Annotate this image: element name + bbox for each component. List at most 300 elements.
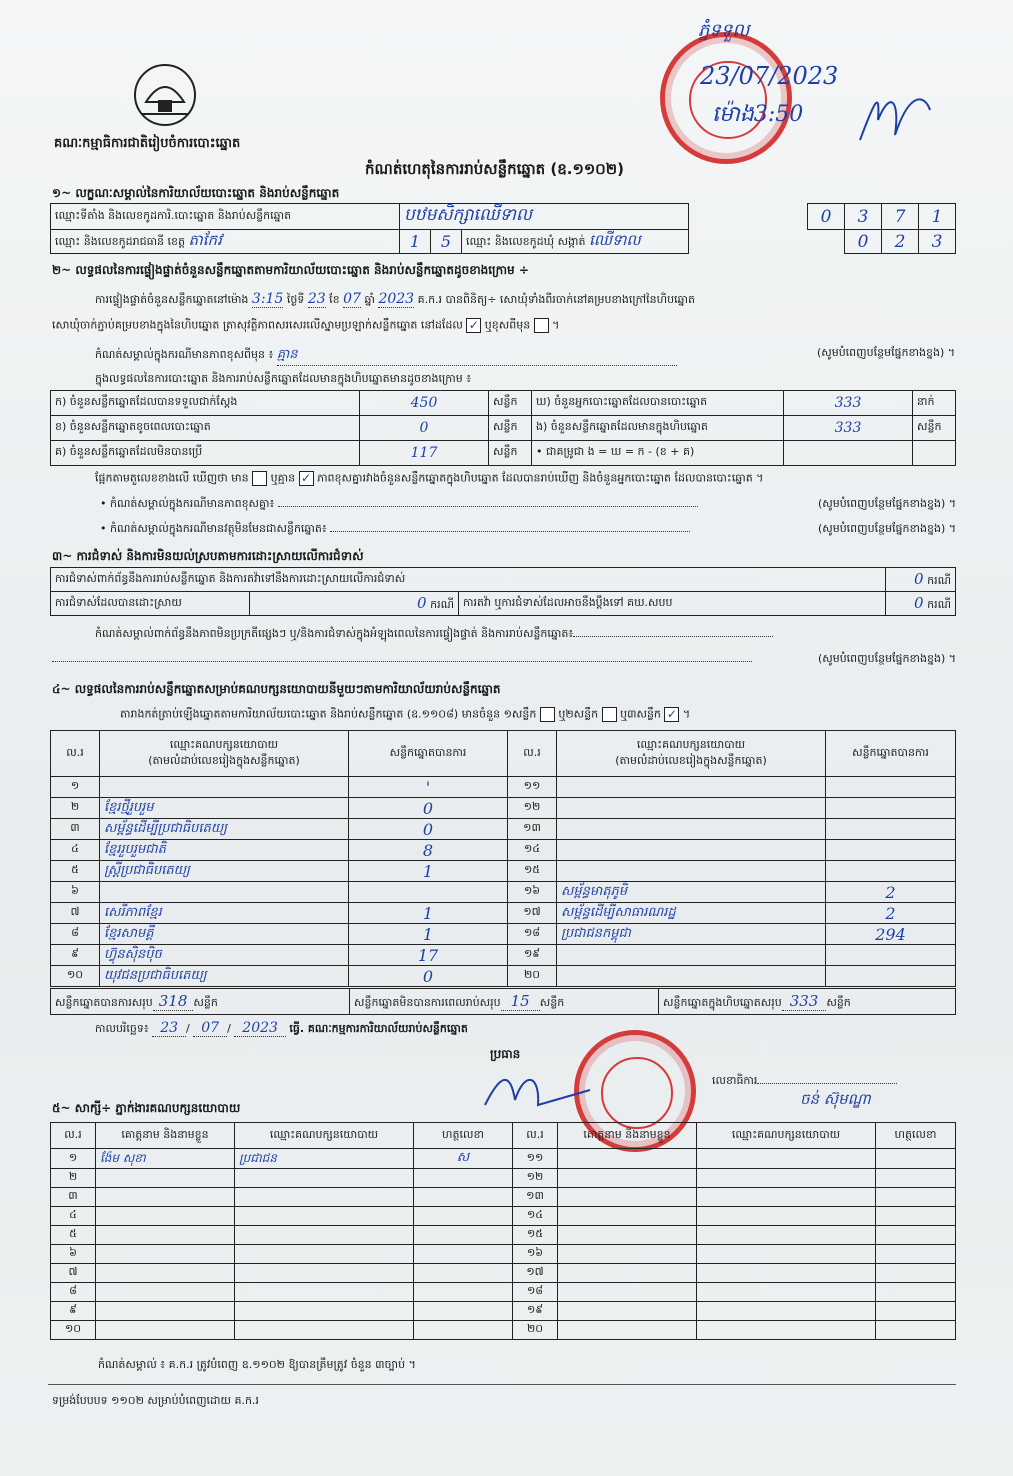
resolved-count: 0 [417, 593, 427, 612]
witness-no: ៤ [51, 1207, 96, 1226]
witness-signature [876, 1245, 956, 1264]
witness-no: ៨ [51, 1283, 96, 1302]
witness-party [697, 1283, 876, 1302]
diff-note-value: គ្មាន [277, 346, 677, 366]
fill-hint-3: (សូមបំពេញបន្ថែមផ្នែកខាងខ្នង) ។ [817, 522, 956, 535]
irregularity-note-label: កំណត់សម្គាល់ពាក់ព័ន្ធនឹងភាពមិនប្រក្រតីផ្សេងៗ ឬ/និងការជំទាស់ក្នុងអំឡុងពេលនៃការផ្ទៀងផ្ទាត់ និងការរាប់សន្លឹកឆ្នោត៖ [95, 627, 574, 640]
count-right-unit: សន្លឹក [913, 416, 956, 441]
party-votes [826, 777, 956, 798]
bullet1-field[interactable] [278, 506, 698, 507]
col-party-left-1: ឈ្មោះគណបក្សនយោបាយ [169, 737, 279, 751]
count-row [51, 441, 956, 466]
witness-name [96, 1226, 235, 1245]
totals-table [50, 988, 956, 1015]
count-left-label: ខ) ចំនួនសន្លឹកឆ្នោតខូចពេលបោះឆ្នោត [51, 416, 360, 441]
date-label: កាលបរិច្ឆេទ៖ [95, 1022, 149, 1035]
party-votes: 1 [349, 903, 508, 924]
count-right-value [784, 441, 913, 466]
count-left-unit: សន្លឹក [489, 441, 532, 466]
witness-no: ១៣ [513, 1188, 558, 1207]
appeal-unit: ករណី [927, 597, 951, 611]
witness-party [235, 1302, 414, 1321]
verify-text-a: ការផ្ទៀងផ្ទាត់ចំនួនសន្លឹកឆ្នោតនៅម៉ោង [95, 293, 249, 306]
province-value: តាកែវ [188, 230, 222, 249]
party-no: ១០ [51, 966, 100, 987]
received-time: ម៉ោង3:50 [712, 102, 804, 127]
witness-party [697, 1264, 876, 1283]
party-votes: 2 [826, 903, 956, 924]
chair-signature [480, 1065, 600, 1119]
witness-no: ២ [51, 1169, 96, 1188]
witness-row [51, 1226, 956, 1245]
col-no-left: ល.រ [51, 731, 100, 777]
witness-name [558, 1226, 697, 1245]
party-name: ប្រជាជនកម្ពុជា [557, 924, 826, 945]
witness-no: ១ [51, 1149, 96, 1169]
results-intro: ក្នុងលទ្ធផលនៃការបោះឆ្នោត និងការរាប់សន្លឹកឆ្នោតដែលមានក្នុងហិបឆ្នោតមានដូចខាងក្រោម ៖ [95, 372, 472, 385]
tally-b: ឬ២សន្លឹក [558, 707, 599, 721]
witness-name [558, 1188, 697, 1207]
witness-party [697, 1188, 876, 1207]
witness-no: ១៧ [513, 1264, 558, 1283]
party-no: ៩ [51, 945, 100, 966]
w-col-no-left: ល.រ [51, 1123, 96, 1149]
diff-check-line [95, 471, 763, 488]
party-row [51, 840, 956, 861]
bullet2-field[interactable] [330, 531, 690, 532]
count-right-label: ង) ចំនួនសន្លឹកឆ្នោតដែលមានក្នុងហិបឆ្នោត [532, 416, 784, 441]
count-left-value [360, 441, 489, 466]
witness-party [235, 1226, 414, 1245]
objection-label: ការជំទាស់ពាក់ព័ន្ធនឹងការរាប់សន្លឹកឆ្នោត និងការតវ៉ាទៅនឹងការដោះស្រាយលើការជំទាស់ [51, 568, 886, 592]
party-name: សម្ព័ន្ធមាតុភូមិ [557, 882, 826, 903]
party-no: ២ [51, 798, 100, 819]
party-votes: 1 [349, 924, 508, 945]
objection-table [50, 567, 956, 616]
witness-signature [876, 1264, 956, 1283]
verify-text-c: ខែ [329, 293, 340, 306]
witness-row [51, 1302, 956, 1321]
w-col-name-left: គោត្តនាម និងនាមខ្លួន [96, 1123, 235, 1149]
witness-party [697, 1169, 876, 1188]
witness-signature [414, 1264, 513, 1283]
three-sheet-checkbox[interactable]: ✓ [664, 707, 679, 722]
witness-name [96, 1245, 235, 1264]
witness-no: ១៩ [513, 1302, 558, 1321]
count-right-number: 333 [834, 395, 862, 411]
received-mark: ភ្នំទទួល [698, 20, 750, 41]
witness-party [235, 1207, 414, 1226]
witness-signature [414, 1188, 513, 1207]
party-no: ១ [51, 777, 100, 798]
committee-name: គណៈកម្មាធិការជាតិរៀបចំការបោះឆ្នោត [54, 136, 241, 151]
witness-row [51, 1149, 956, 1169]
appeal-count: 0 [914, 593, 924, 612]
section1-title: ១~ លក្ខណៈសម្គាល់នៃការិយាល័យបោះឆ្នោត និងរាប់សន្លឹកឆ្នោត [52, 186, 340, 200]
bullet-line-1 [100, 497, 956, 513]
location-code-3: 7 [882, 204, 919, 230]
no-diff-checkbox[interactable]: ✓ [299, 471, 314, 486]
w-col-no-right: ល.រ [513, 1123, 558, 1149]
party-row [51, 861, 956, 882]
witness-party [697, 1226, 876, 1245]
province-code-1: 1 [400, 230, 431, 254]
party-name: ហ៊្វុនស៊ិនប៉ិច [100, 945, 349, 966]
total-valid-label: សន្លឹកឆ្នោតបានការសរុប [55, 995, 153, 1009]
witness-no: ១៦ [513, 1245, 558, 1264]
col-no-right: ល.រ [508, 731, 557, 777]
witness-name [558, 1149, 697, 1169]
party-votes [826, 819, 956, 840]
witness-row [51, 1264, 956, 1283]
diff-check-b: ឬគ្មាន [270, 471, 296, 485]
count-right-label: • ជាគម្រូជា ង = ឃ = ក - (ខ + គ) [532, 441, 784, 466]
commune-code-2: 2 [882, 230, 919, 254]
official-stamp [660, 32, 792, 164]
party-name [557, 861, 826, 882]
witness-party [697, 1321, 876, 1340]
party-name: យុវជនប្រជាធិបតេយ្យ [100, 966, 349, 987]
count-left-unit: សន្លឹក [489, 416, 532, 441]
different-label: ឬខុសពីមុន [484, 318, 531, 332]
party-name [557, 966, 826, 987]
count-right-unit [913, 441, 956, 466]
witness-party [697, 1207, 876, 1226]
witness-name [558, 1302, 697, 1321]
party-no: ១១ [508, 777, 557, 798]
witness-party [235, 1283, 414, 1302]
party-votes: 0 [349, 966, 508, 987]
footer-note: កំណត់សម្គាល់ ៖ គ.ក.រ ត្រូវបំពេញ ឧ.១១០២ ឱ្យបានត្រឹមត្រូវ ចំនួន ៣ច្បាប់ ។ [98, 1358, 416, 1371]
province-label: ឈ្មោះ និងលេខកូដរាជធានី ខេត្ត [55, 234, 185, 248]
verify-time: 3:15 [251, 291, 284, 307]
w-col-party-right: ឈ្មោះគណបក្សនយោបាយ [697, 1123, 876, 1149]
party-votes: ' [349, 777, 508, 798]
party-votes [826, 861, 956, 882]
verify-year: 2023 [378, 291, 415, 307]
section1-table [50, 203, 956, 254]
fill-hint-2: (សូមបំពេញបន្ថែមផ្នែកខាងខ្នង) ។ [817, 497, 956, 510]
party-row [51, 924, 956, 945]
witness-name [558, 1169, 697, 1188]
diff-note-label: កំណត់សម្គាល់ក្នុងករណីមានភាពខុសពីមុន ៖ [95, 348, 274, 361]
secretary-label [712, 1074, 897, 1090]
party-votes [826, 966, 956, 987]
w-col-sign-left: ហត្ថលេខា [414, 1123, 513, 1149]
commune-code-3: 3 [919, 230, 956, 254]
section4-title: ៤~ លទ្ធផលនៃការរាប់សន្លឹកឆ្នោតសម្រាប់គណបក្សនយោបាយនីមួយៗតាមការិយាល័យរាប់សន្លឹកឆ្នោត [52, 682, 501, 696]
province-code-2: 5 [431, 230, 462, 254]
chair-label: ប្រធាន [490, 1047, 521, 1061]
tally-sheet-line: តារាងកត់ត្រាប់ឡើងឆ្នោតតាមការិយាល័យបោះឆ្នោត និងរាប់សន្លឹកឆ្នោត (ឧ.១១០៨) មានចំនួន ១សន្លឹក ឬ២សន្លឹក ឬ៣សន្លឹក ✓ ។ [120, 707, 691, 721]
bullet-line-2 [100, 522, 956, 538]
party-name [557, 798, 826, 819]
party-votes [349, 882, 508, 903]
witness-row [51, 1245, 956, 1264]
witness-signature [876, 1302, 956, 1321]
has-diff-checkbox[interactable] [252, 471, 267, 486]
footer-form: ទម្រង់បែបបទ ១១០២ សម្រាប់បំពេញដោយ គ.ក.រ [52, 1394, 259, 1407]
party-no: ១៦ [508, 882, 557, 903]
irregularity-note [95, 627, 955, 643]
committee-sign-text: ធ្វើ. គណៈកម្មការការិយាល័យរាប់សន្លឹកឆ្នោត [289, 1022, 468, 1035]
party-name: សម្ព័ន្ធដើម្បីសាធារណរដ្ឋ [557, 903, 826, 924]
witness-name [96, 1264, 235, 1283]
witness-party [235, 1264, 414, 1283]
witness-no: ១១ [513, 1149, 558, 1169]
count-row [51, 391, 956, 416]
party-row [51, 777, 956, 798]
col-party-right-1: ឈ្មោះគណបក្សនយោបាយ [636, 737, 746, 751]
verify-day: 23 [307, 291, 326, 307]
witness-name [96, 1283, 235, 1302]
party-no: ១៣ [508, 819, 557, 840]
tally-a: តារាងកត់ត្រាប់ឡើងឆ្នោតតាមការិយាល័យបោះឆ្នោត និងរាប់សន្លឹកឆ្នោត (ឧ.១១០៨) មានចំនួន ១សន្លឹក [120, 707, 537, 721]
witness-signature [414, 1245, 513, 1264]
irregularity-line-2 [52, 652, 956, 668]
witness-name [96, 1207, 235, 1226]
commune-code-1: 0 [845, 230, 882, 254]
witness-no: ៦ [51, 1245, 96, 1264]
resolved-unit: ករណី [430, 597, 454, 611]
party-name [557, 777, 826, 798]
party-row [51, 798, 956, 819]
witness-name [558, 1321, 697, 1340]
page-title: កំណត់ហេតុនៃការរាប់សន្លឹកឆ្នោត (ឧ.១១០២) [365, 160, 625, 178]
party-name [100, 777, 349, 798]
w-col-sign-right: ហត្ថលេខា [876, 1123, 956, 1149]
section2-title: ២~ លទ្ធផលនៃការផ្ទៀងផ្ទាត់ចំនួនសន្លឹកឆ្នោតតាមការិយាល័យបោះឆ្នោត និងរាប់សន្លឹកឆ្នោតដូចខាងក្រោម ÷ [52, 263, 529, 277]
witness-row [51, 1169, 956, 1188]
witness-party [235, 1188, 414, 1207]
party-votes [826, 945, 956, 966]
verify-line-2: សោឃុំចាក់ភ្ជាប់គម្របខាងក្នុងនៃហិបឆ្នោត ត្រាសុវត្ថិភាពសរសេរលើស្នាមប្រឡាក់សន្លឹកឆ្នោត នៅដដែល ✓ ឬខុសពីមុន ។ [52, 318, 560, 332]
witness-row [51, 1283, 956, 1302]
witness-row [51, 1207, 956, 1226]
party-row [51, 819, 956, 840]
received-date: 23/07/2023 [700, 62, 839, 90]
bullet2-label: • កំណត់សម្គាល់ក្នុងករណីមានវត្ថុមិនមែនជាសន្លឹកឆ្នោត៖ [100, 522, 327, 535]
party-results-table [50, 730, 956, 987]
witness-signature [414, 1207, 513, 1226]
total-valid-unit: សន្លឹក [193, 995, 218, 1009]
count-left-label: ក) ចំនួនសន្លឹកឆ្នោតដែលបានទទួលជាក់ស្តែង [51, 391, 360, 416]
party-name: ខ្មែររួបរួមជាតិ [100, 840, 349, 861]
witness-party [697, 1245, 876, 1264]
party-votes: 1 [349, 861, 508, 882]
party-no: ៣ [51, 819, 100, 840]
sign-year: 2023 [234, 1020, 286, 1037]
witness-row [51, 1321, 956, 1340]
witness-name [558, 1245, 697, 1264]
witness-name [558, 1207, 697, 1226]
commune-value: ឈើទាល [589, 230, 641, 249]
witness-no: ៣ [51, 1188, 96, 1207]
party-name: ស្ត្រីប្រជាធិបតេយ្យ [100, 861, 349, 882]
witness-signature [414, 1321, 513, 1340]
party-no: ៤ [51, 840, 100, 861]
party-votes: 0 [349, 819, 508, 840]
col-party-right-2: (តាមលំដាប់លេខរៀងក្នុងសន្លឹកឆ្នោត) [615, 753, 767, 767]
tally-c: ឬ៣សន្លឹក [620, 707, 661, 721]
witness-party [697, 1149, 876, 1169]
party-row [51, 945, 956, 966]
party-name: ខ្មែរថ្មីរួបរួម [100, 798, 349, 819]
sign-date-line: កាលបរិច្ឆេទ៖ 23 / 07 / 2023 ធ្វើ. គណៈកម្មការការិយាល័យរាប់សន្លឹកឆ្នោត [95, 1020, 468, 1036]
verify-text-e: គ.ក.រ បានពិនិត្យ÷ សោឃុំទាំងពីរចាក់នៅគម្របខាងក្រៅនៃហិបឆ្នោត [417, 293, 696, 306]
party-name: សម្ព័ន្ធដើម្បីប្រជាធិបតេយ្យ [100, 819, 349, 840]
witness-name: ង៉ែម សុខា [96, 1149, 235, 1169]
commune-label: ឈ្មោះ និងលេខកូដឃុំ សង្កាត់ [466, 234, 586, 248]
witness-signature [876, 1283, 956, 1302]
footer-divider [48, 1384, 956, 1385]
witness-no: ១៨ [513, 1283, 558, 1302]
one-sheet-checkbox[interactable] [540, 707, 555, 722]
party-no: ១៧ [508, 903, 557, 924]
party-name [557, 819, 826, 840]
party-votes: 0 [349, 798, 508, 819]
objection-unit: ករណី [927, 573, 951, 587]
count-left-number: 117 [410, 445, 438, 461]
witness-party: ប្រជាជន [235, 1149, 414, 1169]
verify-month: 07 [343, 291, 361, 307]
party-votes [826, 840, 956, 861]
party-name [100, 882, 349, 903]
witness-name [96, 1302, 235, 1321]
witness-no: ១៥ [513, 1226, 558, 1245]
col-votes-left: សន្លឹកឆ្នោតបានការ [349, 731, 508, 777]
count-left-number: 450 [410, 395, 438, 411]
verify-line-1 [95, 291, 695, 309]
location-value: បឋមសិក្សាឈើទាល [400, 204, 689, 230]
col-party-left [100, 731, 349, 777]
total-invalid-unit: សន្លឹក [539, 995, 565, 1009]
same-checkbox[interactable]: ✓ [466, 318, 481, 333]
witness-name [558, 1264, 697, 1283]
count-left-value [360, 416, 489, 441]
col-party-right [557, 731, 826, 777]
party-no: ៥ [51, 861, 100, 882]
objection-count: 0 [914, 569, 924, 588]
witness-signature [414, 1226, 513, 1245]
nec-emblem-icon [132, 62, 198, 128]
witness-name [558, 1283, 697, 1302]
resolved-label: ការជំទាស់ដែលបានដោះស្រាយ [51, 592, 250, 616]
witness-row [51, 1188, 956, 1207]
party-votes [826, 798, 956, 819]
count-right-unit: នាក់ [913, 391, 956, 416]
different-checkbox[interactable] [534, 318, 549, 333]
party-no: ៧ [51, 903, 100, 924]
witness-no: ១៤ [513, 1207, 558, 1226]
verify-text-b: ថ្ងៃទី [286, 293, 305, 306]
witness-name [96, 1169, 235, 1188]
location-code-2: 3 [845, 204, 882, 230]
witness-no: ២០ [513, 1321, 558, 1340]
total-box: 333 [782, 992, 827, 1011]
diff-check-a: ផ្អែកតាមតួលេខខាងលើ ឃើញថា មាន [95, 471, 249, 485]
party-votes: 294 [826, 924, 956, 945]
party-no: ៨ [51, 924, 100, 945]
diff-note-line [95, 346, 955, 366]
two-sheet-checkbox[interactable] [602, 707, 617, 722]
verify-line2-text: សោឃុំចាក់ភ្ជាប់គម្របខាងក្នុងនៃហិបឆ្នោត ត្រាសុវត្ថិភាពសរសេរលើស្នាមប្រឡាក់សន្លឹកឆ្នោត នៅដដែល [52, 318, 463, 332]
party-votes: 8 [349, 840, 508, 861]
witness-party [697, 1302, 876, 1321]
col-votes-right: សន្លឹកឆ្នោតបានការ [826, 731, 956, 777]
witness-name [96, 1188, 235, 1207]
verify-text-d: ឆ្នាំ [364, 293, 375, 306]
witness-table [50, 1122, 956, 1340]
party-row [51, 882, 956, 903]
bullet1-label: • កំណត់សម្គាល់ក្នុងករណីមានភាពខុសគ្នា៖ [100, 497, 275, 510]
count-left-number: 0 [419, 420, 429, 436]
sign-month: 07 [193, 1020, 227, 1037]
col-party-left-2: (តាមលំដាប់លេខរៀងក្នុងសន្លឹកឆ្នោត) [148, 753, 300, 767]
party-votes: 2 [826, 882, 956, 903]
witness-signature [876, 1169, 956, 1188]
witness-party [235, 1169, 414, 1188]
witness-signature [876, 1321, 956, 1340]
witness-signature [876, 1226, 956, 1245]
secretary-name: ចន់ ស៊ុមណ្ឌា [800, 1090, 871, 1108]
sign-day: 23 [152, 1020, 186, 1037]
party-name: ខ្មែរសាមគ្គី [100, 924, 349, 945]
witness-party [235, 1321, 414, 1340]
count-right-label: ឃ) ចំនួនអ្នកបោះឆ្នោតដែលបានបោះឆ្នោត [532, 391, 784, 416]
section3-title: ៣~ ការជំទាស់ និងការមិនយល់ស្របតាមការដោះស្រាយលើការជំទាស់ [52, 549, 364, 563]
party-no: ១២ [508, 798, 557, 819]
party-name: សេរីភាពខ្មែរ [100, 903, 349, 924]
party-votes: 17 [349, 945, 508, 966]
count-left-label: គ) ចំនួនសន្លឹកឆ្នោតដែលមិនបានប្រើ [51, 441, 360, 466]
party-name [557, 840, 826, 861]
w-col-name-right: គោត្តនាម និងនាមខ្លួន [558, 1123, 697, 1149]
appeal-label: ការតវ៉ា ឬការជំទាស់ដែលអាចនឹងប្តឹងទៅ គឃ.សបប [459, 592, 886, 616]
party-no: ៦ [51, 882, 100, 903]
witness-signature: ស [414, 1149, 513, 1169]
count-left-value [360, 391, 489, 416]
party-no: ១៤ [508, 840, 557, 861]
witness-signature [876, 1188, 956, 1207]
location-code-1: 0 [808, 204, 845, 230]
party-no: ១៩ [508, 945, 557, 966]
total-valid: 318 [153, 992, 194, 1011]
party-name [557, 945, 826, 966]
witness-no: ៧ [51, 1264, 96, 1283]
section5-title: ៥~ សាក្សី÷ ភ្នាក់ងារគណបក្សនយោបាយ [52, 1101, 241, 1115]
signature-mark [850, 80, 940, 154]
witness-no: ១០ [51, 1321, 96, 1340]
total-invalid: 15 [501, 992, 540, 1011]
count-row [51, 416, 956, 441]
witness-party [235, 1245, 414, 1264]
witness-signature [414, 1169, 513, 1188]
witness-signature [414, 1302, 513, 1321]
ballot-count-table [50, 390, 956, 466]
witness-no: ៩ [51, 1302, 96, 1321]
location-code-4: 1 [919, 204, 956, 230]
fill-hint-1: (សូមបំពេញបន្ថែមផ្នែកខាងខ្នង) ។ [816, 346, 955, 359]
count-right-value [784, 391, 913, 416]
secretary-text: លេខាធិការ [712, 1074, 758, 1087]
witness-signature [876, 1207, 956, 1226]
witness-signature [414, 1283, 513, 1302]
total-box-unit: សន្លឹក [826, 995, 851, 1009]
count-right-number: 333 [834, 420, 862, 436]
witness-name [96, 1321, 235, 1340]
party-no: ១៥ [508, 861, 557, 882]
